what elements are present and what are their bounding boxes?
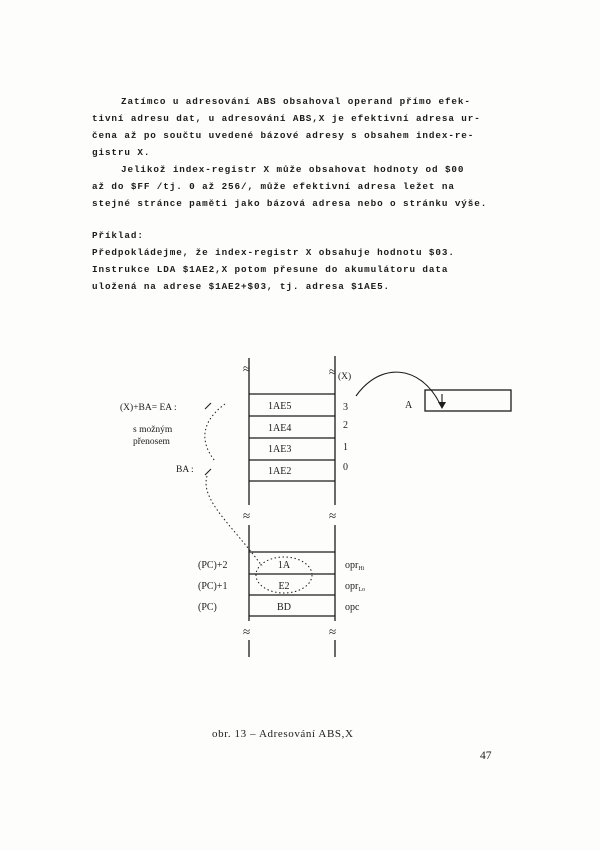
- pc-label: (PC): [198, 602, 217, 613]
- text-line: Zatímco u adresování ABS obsahoval operand přímo efek-: [121, 96, 471, 107]
- cell-value: 1A: [277, 560, 291, 571]
- index-label: 0: [343, 462, 348, 473]
- x-register-label: (X): [338, 372, 352, 382]
- ea-label: (X)+BA= EA :: [120, 403, 177, 413]
- carry-dotted-arrow: [205, 404, 225, 461]
- break-mark: ≈: [243, 361, 251, 376]
- index-label: 3: [343, 402, 348, 413]
- carry-note-line: přenosem: [133, 437, 170, 447]
- lower-memory-cells: [198, 560, 365, 613]
- operand-label: opr$_{Hi}$: [345, 560, 365, 572]
- text-line: až do $FF /tj. 0 až 256/, může efektivní adresa ležet na: [92, 181, 455, 192]
- index-label: 2: [343, 420, 348, 431]
- cell-value: E2: [278, 581, 290, 592]
- opcode-label: opc: [345, 602, 360, 613]
- text-line: Instrukce LDA $1AE2,X potom přesune do akumulátoru data: [92, 264, 449, 275]
- text-line: Jelikož index-registr X může obsahovat hodnoty od $00: [121, 164, 465, 175]
- address-label: 1AE5: [268, 401, 292, 412]
- carry-note-line: s možným: [133, 425, 173, 435]
- ba-pointer: [205, 469, 211, 475]
- text-line: Předpokládejme, že index-registr X obsahuje hodnotu $03.: [92, 247, 455, 258]
- text-line: uložená na adrese $1AE2+$03, tj. adresa $1AE5.: [92, 281, 391, 292]
- ba-label: BA :: [176, 465, 194, 475]
- memory-column: [249, 356, 335, 657]
- ea-pointer: [205, 403, 211, 409]
- break-mark: ≈: [329, 624, 337, 639]
- upper-memory-cells: [268, 401, 348, 477]
- text-line: tivní adresu dat, u adresování ABS,X je efektivní adresa ur-: [92, 113, 481, 124]
- pc-label: (PC)+2: [198, 560, 228, 571]
- pc-label: (PC)+1: [198, 581, 228, 592]
- address-label: 1AE3: [268, 444, 292, 455]
- break-mark: ≈: [329, 364, 337, 379]
- operand-label: opr$_{Lo}$: [345, 581, 366, 593]
- text-line: stejné stránce paměti jako bázová adresa nebo o stránku výše.: [92, 198, 488, 209]
- figure-caption: obr. 13 – Adresování ABS,X: [212, 728, 354, 740]
- page-number: 47: [480, 750, 492, 762]
- text-line: čena až po součtu uvedené bázové adresy s obsahem index-re-: [92, 130, 475, 141]
- break-mark: ≈: [243, 624, 251, 639]
- accumulator-label: A: [405, 400, 413, 411]
- address-label: 1AE2: [268, 466, 292, 477]
- cell-value: BD: [277, 602, 291, 613]
- index-label: 1: [343, 442, 348, 453]
- break-mark: ≈: [243, 508, 251, 523]
- address-label: 1AE4: [268, 423, 292, 434]
- break-mark: ≈: [329, 508, 337, 523]
- example-heading: Příklad:: [92, 230, 144, 241]
- x-to-ea-arrow: [356, 372, 440, 404]
- text-line: gistru X.: [92, 147, 151, 158]
